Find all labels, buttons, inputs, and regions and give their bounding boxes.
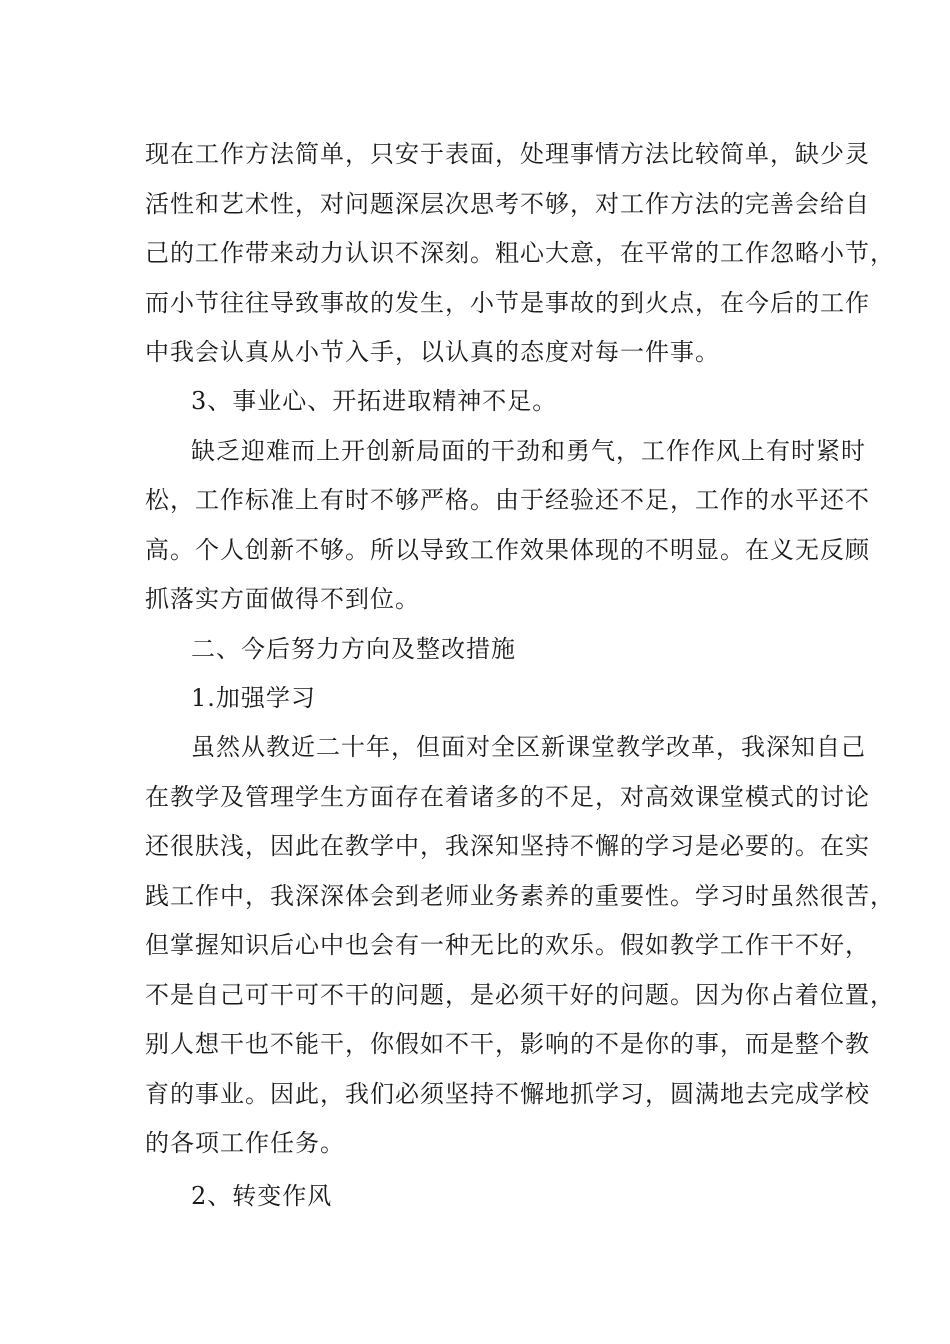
text-line: 缺乏迎难而上开创新局面的干劲和勇气，工作作风上有时紧时 — [191, 437, 866, 465]
text-line: 不是自己可干可不干的问题，是必须干好的问题。因为你占着位置， — [145, 981, 895, 1009]
text-line: 松，工作标准上有时不够严格。由于经验还不足，工作的水平还不 — [145, 486, 870, 514]
text-line: 育的事业。因此，我们必须坚持不懈地抓学习，圆满地去完成学校 — [145, 1080, 870, 1108]
subsection-heading: 1.加强学习 — [191, 684, 316, 712]
text-line: 抓落实方面做得不到位。 — [145, 585, 420, 613]
text-line: 在教学及管理学生方面存在着诸多的不足，对高效课堂模式的讨论 — [145, 783, 870, 811]
subsection-heading: 2、转变作风 — [191, 1182, 333, 1210]
section-heading: 二、今后努力方向及整改措施 — [191, 635, 516, 663]
text-line: 现在工作方法简单，只安于表面，处理事情方法比较简单，缺少灵 — [145, 140, 870, 168]
text-line: 虽然从教近二十年，但面对全区新课堂教学改革，我深知自己 — [191, 733, 866, 761]
text-line: 高。个人创新不够。所以导致工作效果体现的不明显。在义无反顾 — [145, 536, 870, 564]
text-line: 己的工作带来动力认识不深刻。粗心大意，在平常的工作忽略小节， — [145, 239, 895, 267]
text-line: 中我会认真从小节入手，以认真的态度对每一件事。 — [145, 338, 720, 366]
text-line: 但掌握知识后心中也会有一种无比的欢乐。假如教学工作干不好， — [145, 931, 870, 959]
text-line: 还很肤浅，因此在教学中，我深知坚持不懈的学习是必要的。在实 — [145, 832, 870, 860]
text-line: 践工作中，我深深体会到老师业务素养的重要性。学习时虽然很苦， — [145, 882, 895, 910]
section-heading: 3、事业心、开拓进取精神不足。 — [191, 387, 558, 415]
text-line: 别人想干也不能干，你假如不干，影响的不是你的事，而是整个教 — [145, 1030, 870, 1058]
text-line: 而小节往往导致事故的发生，小节是事故的到火点，在今后的工作 — [145, 289, 870, 317]
text-line: 活性和艺术性，对问题深层次思考不够，对工作方法的完善会给自 — [145, 190, 870, 218]
text-line: 的各项工作任务。 — [145, 1129, 345, 1157]
